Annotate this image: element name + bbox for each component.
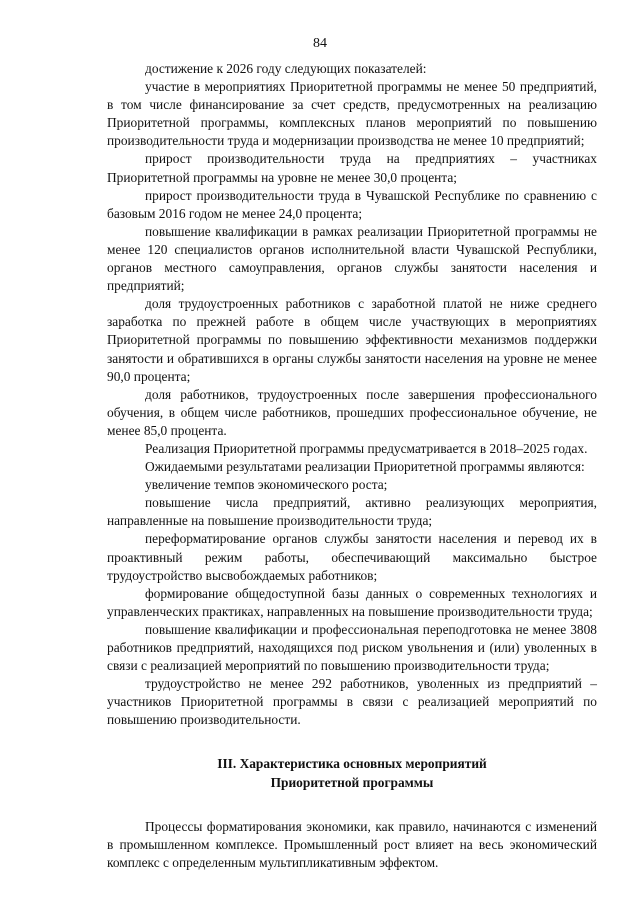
- section-heading: [107, 755, 597, 791]
- document-body: [107, 60, 597, 872]
- section-heading-line-2: Приоритетной программы: [270, 774, 434, 790]
- paragraph: формирование общедоступной базы данных о современных технологиях и управленческих практиках, направленных на повышение производительности труда;: [107, 585, 597, 619]
- paragraph: повышение квалификации и профессиональная переподготовка не менее 3808 работников предприятий, находящихся под риском увольнения и (или) уволенных в связи с реализацией мероприятий по повышению производительности труда;: [107, 621, 597, 674]
- paragraph: прирост производительности труда на предприятиях – участниках Приоритетной программы на уровне не менее 30,0 процента;: [107, 151, 597, 185]
- paragraph: Реализация Приоритетной программы предусматривается в 2018–2025 годах.: [145, 440, 588, 456]
- paragraph: прирост производительности труда в Чувашской Республике по сравнению с базовым 2016 годом не менее 24,0 процента;: [107, 187, 597, 221]
- paragraph: увеличение темпов экономического роста;: [145, 477, 388, 493]
- paragraph: трудоустройство не менее 292 работников, уволенных из предприятий – участников Приоритетной программы в связи с реализацией мероприятий по повышению производительности.: [107, 676, 597, 728]
- paragraph: достижение к 2026 году следующих показателей:: [145, 61, 427, 76]
- paragraph: повышение числа предприятий, активно реализующих мероприятия, направленные на повышение производительности труда;: [107, 495, 597, 529]
- paragraph: Процессы форматирования экономики, как правило, начинаются с изменений в промышленном комплексе. Промышленный рост влияет на весь экономический комплекс с определенным мультипликативным эффектом.: [107, 818, 597, 870]
- paragraph: повышение квалификации в рамках реализации Приоритетной программы не менее 120 специалистов органов исполнительной власти Чувашской Республики, органов местного самоуправления, органов службы занятости населения и предприятий;: [107, 223, 597, 294]
- paragraph: доля работников, трудоустроенных после завершения профессионального обучения, в общем числе работников, прошедших профессиональное обучение, не менее 85,0 процента.: [107, 386, 597, 438]
- page-number: 84: [313, 36, 327, 51]
- paragraph: переформатирование органов службы занятости населения и перевод их в проактивный режим работы, обеспечивающий максимально быстрое трудоустройство высвобождаемых работников;: [107, 531, 597, 583]
- section-heading-line-1: III. Характеристика основных мероприятий: [217, 756, 487, 772]
- paragraph: Ожидаемыми результатами реализации Приоритетной программы являются:: [145, 459, 585, 475]
- paragraph: участие в мероприятиях Приоритетной программы не менее 50 предприятий, в том числе финансирование за счет средств, предусмотренных на реализацию Приоритетной программы, комплексных планов мероприятий по повышению производительности труда и модернизации производства не менее 10 предприятий;: [107, 79, 597, 149]
- paragraph: доля трудоустроенных работников с заработной платой не ниже среднего заработка по прежней работе в общем числе участвующих в мероприятиях Приоритетной программы по повышению эффективности механизмов поддержки занятости и обратившихся в органы службы занятости населения на уровне не менее 90,0 процента;: [107, 296, 597, 384]
